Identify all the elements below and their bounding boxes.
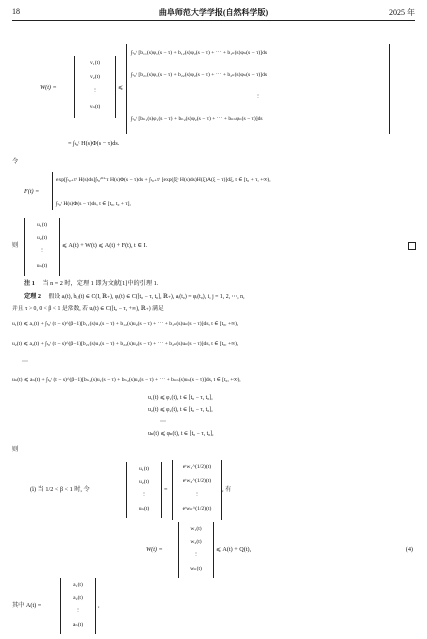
case-i-tail: , 有 [222,486,232,493]
eq4-rhs: ⩽ A(t) + Q(t), [216,546,252,553]
vec-entry: uₙ(t) [36,263,48,269]
le-sign: ⩽ [118,84,124,91]
theorem2-label: 定理 2 [24,293,42,300]
integral-row: ∫ₜ₀ᵗ [bₙ₁(s)φ₁(s − τ) + bₙ₂(s)φ₂(s − τ) + ⋯ + bₙₙφₙ(s − τ)]ds [131,116,263,122]
eq4-lhs: W(t) = [146,546,163,553]
integral-row: ⋮ [255,94,261,100]
ineq-row: u₁(t) ⩽ a₁(t) + ∫ₜ₀ᵗ (t − s)^(β−1)[b₁₁(s)u₁(s − τ) + b₁₂(s)u₂(s − τ) + ⋯ + b₁ₙ(s)uₙ(s − τ)]ds, t ∈ [t₀, +∞), [12,321,239,327]
vec-entry: eᵗwₙ^(1/2)(t) [182,506,212,512]
vec-entry: vₙ(t) [89,104,101,110]
vec-entry: u₂(t) [36,235,48,241]
vec-entry: eᵗw₂^(1/2)(t) [182,478,212,484]
vec-entry: w₁(t) [190,526,202,532]
eqF-case2: ∫ₜ₀ᵗ H(s)Φ(s − τ)ds, t ∈ [t₀, t₀ + τ], [56,201,131,207]
vec-entry: ⋮ [193,552,199,558]
a-vector [60,578,96,634]
vec-entry: ⋮ [92,88,98,94]
year: 2025 年 [389,8,415,17]
eq-sign: = [164,486,168,493]
vec-entry: ⋮ [194,492,200,498]
where-tail: , [98,602,100,609]
theorem2-line1 [24,293,245,301]
equation-number: (4) [405,546,413,553]
vec-entry: a₂(t) [73,595,83,601]
eqW-lhs: W(t) = [40,84,57,91]
vec-entry: uₙ(t) [138,506,150,512]
vec-entry: v₂(t) [89,74,101,80]
vec-entry: u₁(t) [138,466,150,472]
vec-entry: v₁(t) [89,60,101,66]
eqF-case1: exp[∫ₜ₀₊τᵗ H(s)ds]∫ₜ₀ᵗ⁰⁺τ H(s)Φ(s − τ)ds + ∫ₜ₀₊τᵗ [exp(∫ξᵗ H(s)ds)H(ξ)A(ξ − τ)]dξ, t ∈ [t₀ + τ, +∞), [56,177,271,183]
eqW-integral-vector [126,44,390,134]
where-label: 其中 A(t) = [12,602,42,609]
qed-square [408,242,416,250]
ineq-row: ⋯ [22,358,29,365]
note1 [24,280,158,288]
vec-entry: a₁(t) [73,582,83,588]
vec-entry: ⋮ [75,608,81,614]
ze2-label: 则 [12,446,19,453]
case-w-vector [172,460,222,520]
ling-label: 令 [12,158,19,165]
running-header [12,6,415,21]
vec-entry: u₁(t) [36,222,48,228]
theorem2-line2: 并且 τ > 0, 0 < β < 1 是常数, 若 uᵢ(t) ∈ C([t₀ − τ, +∞), ℝ₊) 满足 [12,306,164,312]
ineq-row: u₂(t) ⩽ a₂(t) + ∫ₜ₀ᵗ (t − s)^(β−1)[b₂₁(s)u₁(s − τ) + b₂₂(s)u₂(s − τ) + ⋯ + b₂ₙ(s)uₙ(s − τ)]ds, t ∈ [t₀, +∞), [12,341,239,347]
eqW-vector [74,56,116,118]
integral-row: ∫ₜ₀ᵗ [b₁₁(s)φ₁(s − τ) + b₁₂(s)φ₂(s − τ) + ⋯ + b₁ₙ(s)φₙ(s − τ)]ds [131,50,268,56]
u-vector [24,218,60,276]
ineq-row: uₙ(t) ⩽ aₙ(t) + ∫ₜ₀ᵗ (t − s)^(β−1)[bₙ₁(s)u₁(s − τ) + bₙ₂(s)u₂(s − τ) + ⋯ + bₙₙ(s)uₙ(s − τ)]ds, t ∈ [t₀, +∞), [12,377,241,383]
init-row: ⋯ [160,418,167,425]
eqthen-rhs: ⩽ A(t) + W(t) ⩽ A(t) + F(t), t ∈ I. [62,242,148,249]
piecewise-brace [52,172,53,210]
vec-entry: w₂(t) [190,539,202,545]
vec-entry: u₂(t) [138,479,150,485]
case-u-vector [126,462,162,518]
note1-text: 当 n = 2 时，定理 1 即为文献[1]中的引理 1. [42,280,159,287]
page-number: 18 [12,7,20,16]
vec-entry: aₙ(t) [72,622,84,628]
eqW-result: = ∫ₜ₀ᵗ H(s)Φ(s − τ)ds. [68,140,120,147]
eq4-vector [178,522,214,578]
init-row: u₂(t) ⩽ φ₂(t), t ∈ [t₀ − τ, t₀], [148,407,213,413]
integral-row: ∫ₜ₀ᵗ [b₂₁(s)φ₁(s − τ) + b₂₂(s)φ₂(s − τ) + ⋯ + b₂ₙ(s)φₙ(s − τ)]ds [131,72,268,78]
init-row: uₙ(t) ⩽ φₙ(t), t ∈ [t₀ − τ, t₀], [148,431,214,437]
init-row: u₁(t) ⩽ φ₁(t), t ∈ [t₀ − τ, t₀], [148,395,213,401]
journal-title: 曲阜师范大学学报(自然科学版) [158,8,269,17]
note1-label: 注 1 [24,280,35,287]
vec-entry: ⋮ [141,492,147,498]
theorem2-text1: 假设 aᵢ(t), bᵢⱼ(t) ∈ C(I, ℝ₊), φᵢ(t) ∈ C([t₀ − τ, t₀], ℝ₊), aᵢ(t₀) = φᵢ(t₀), i, j = 1, 2, ⋯, n, [48,294,245,300]
case-i-label: (ⅰ) 当 1/2 < β < 1 时, 令 [30,486,90,493]
vec-entry: wₙ(t) [190,566,202,572]
vec-entry: eᵗw₁^(1/2)(t) [182,464,212,470]
vec-entry: ⋮ [39,248,45,254]
eqF-lhs: F(t) = [24,188,40,195]
ze-label: 则 [12,242,19,249]
